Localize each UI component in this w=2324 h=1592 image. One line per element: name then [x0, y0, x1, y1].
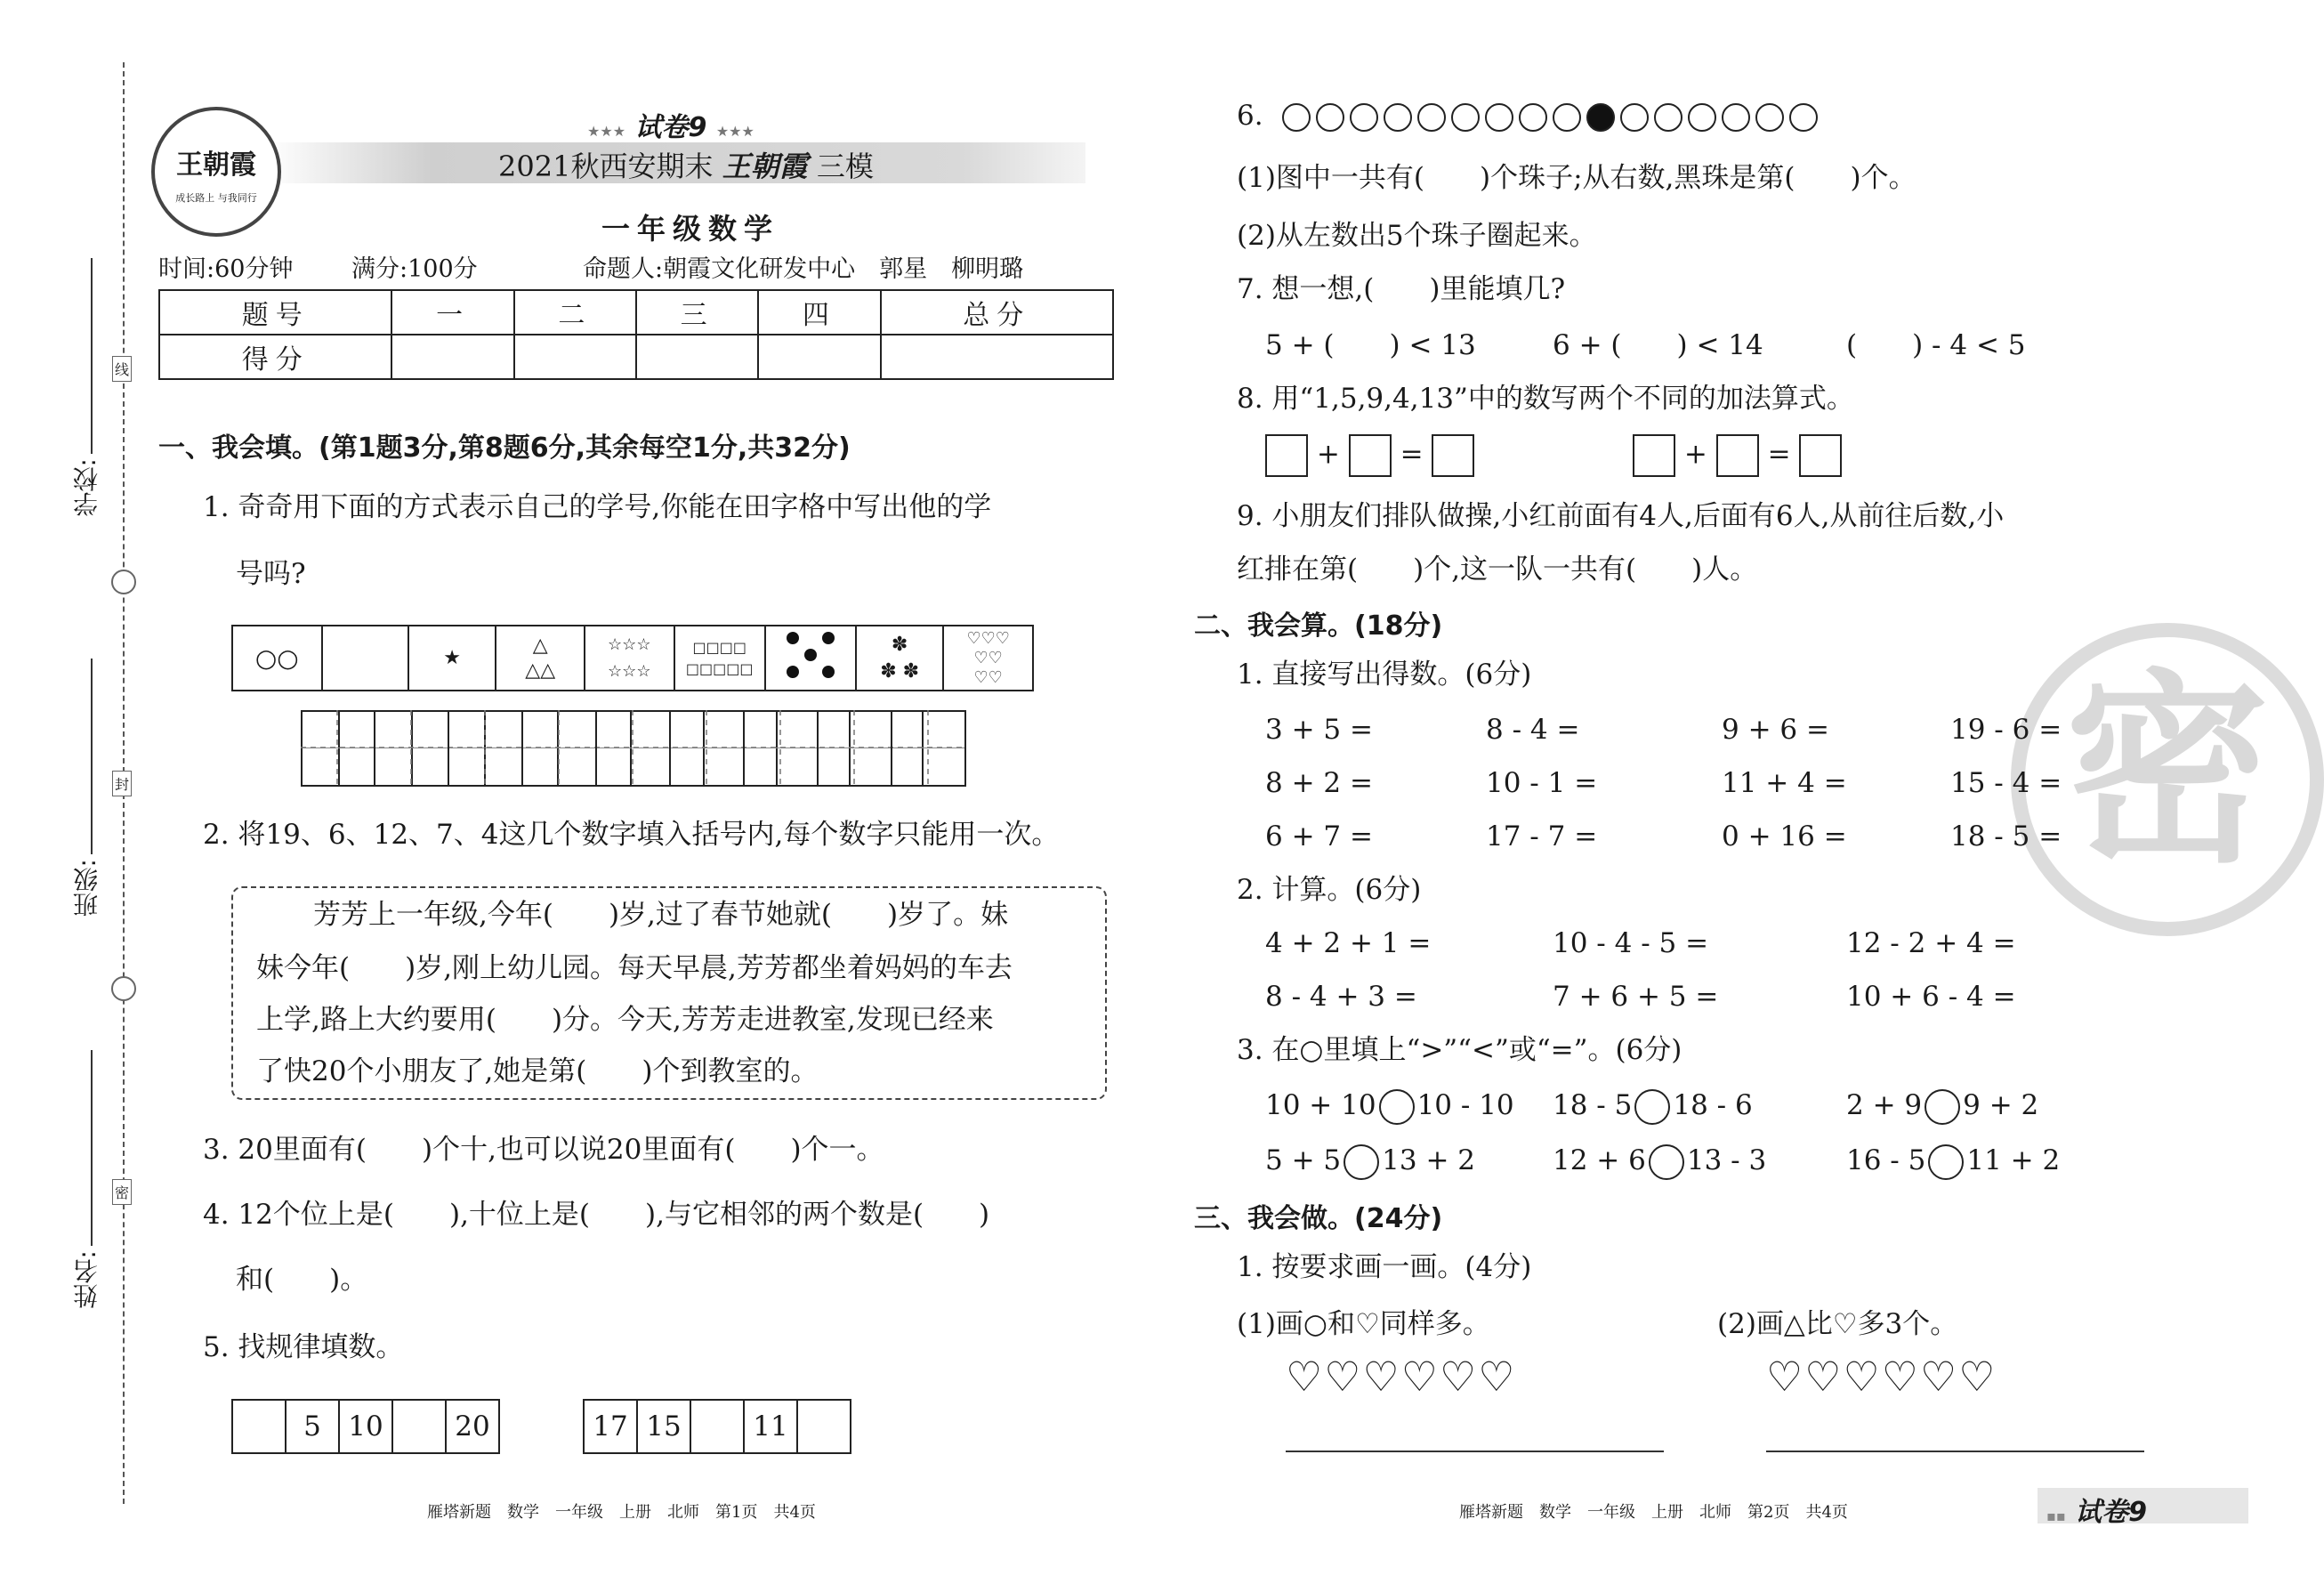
- q1-line1: 1. 奇奇用下面的方式表示自己的学号,你能在田字格中写出他的学: [203, 491, 992, 523]
- calc-1-3: 9 + 6 =: [1722, 714, 1829, 746]
- answer-box[interactable]: [1349, 434, 1392, 477]
- bead: [1789, 103, 1818, 132]
- logo-subtitle: 成长路上 与我同行: [175, 192, 257, 204]
- calc2-2-2: 7 + 6 + 5 =: [1553, 981, 1719, 1013]
- name-label: 姓名:: [72, 1250, 101, 1309]
- q7-text: 7. 想一想,( )里能填几?: [1237, 273, 1566, 305]
- heart-row-3: ♡♡: [973, 667, 1003, 687]
- story-line-2: 妹今年( )岁,刚上幼儿园。每天早晨,芳芳都坐着妈妈的车去: [256, 952, 1013, 984]
- cmp-left: 18 - 5: [1553, 1089, 1633, 1121]
- bead: [1417, 103, 1446, 132]
- s2-q3: 3. 在○里填上“>”“<”或“=”。(6分): [1237, 1034, 1682, 1066]
- sequence-1: [231, 1399, 500, 1454]
- pattern-cell-2: [322, 626, 408, 691]
- corner-tag: [2046, 1490, 2147, 1529]
- cmp-2-2: [1553, 1143, 1766, 1180]
- answer-box[interactable]: [1432, 434, 1474, 477]
- pattern-cell-7: [765, 626, 856, 691]
- school-label: 学校:: [72, 458, 101, 517]
- binding-dot-1: [111, 570, 136, 594]
- logo-badge: [151, 107, 281, 237]
- compare-circle[interactable]: [1379, 1089, 1415, 1125]
- cmp-right: 9 + 2: [1963, 1089, 2039, 1121]
- hearts-row-2: ♡♡♡♡♡♡: [1766, 1353, 1997, 1401]
- triangle-row-1: △: [532, 634, 548, 657]
- title-suffix: 三模: [816, 150, 874, 183]
- exam-number: 试卷9: [634, 112, 707, 143]
- black-bead: [1586, 103, 1615, 132]
- score-head-label: 题号: [159, 290, 391, 335]
- q8-equation-2: [1633, 434, 1842, 477]
- answer-box[interactable]: [1799, 434, 1842, 477]
- section-1-title: 一、我会填。(第1题3分,第8题6分,其余每空1分,共32分): [158, 432, 851, 464]
- heart-row-1: ♡♡♡: [966, 628, 1010, 648]
- pattern-cell-8: [856, 626, 944, 691]
- bead: [1485, 103, 1513, 132]
- calc-2-4: 15 - 4 =: [1950, 767, 2062, 799]
- stars-right: ★★★: [715, 123, 754, 140]
- meta-full: 满分:100分: [351, 255, 478, 283]
- score-table: [158, 289, 1114, 380]
- seq1-cell: 10: [339, 1400, 392, 1453]
- cmp-1-2: [1553, 1087, 1753, 1125]
- pattern-cell-5: [585, 626, 674, 691]
- calc-2-1: 8 + 2 =: [1265, 767, 1373, 799]
- cmp-1-1: [1265, 1087, 1514, 1125]
- score-cell[interactable]: [758, 335, 880, 379]
- square-row-2: □□□□□: [685, 659, 754, 677]
- equals-sign: =: [1400, 438, 1424, 471]
- score-row-header: [159, 290, 1113, 335]
- tianzi-grid-lines: [301, 710, 966, 787]
- score-cell[interactable]: [514, 335, 636, 379]
- cmp-right: 18 - 6: [1673, 1089, 1753, 1121]
- s3-q1: 1. 按要求画一画。(4分): [1237, 1251, 1532, 1283]
- score-cell[interactable]: [391, 335, 513, 379]
- bead: [1384, 103, 1412, 132]
- q8-equation-1: [1265, 434, 1474, 477]
- score-value-label: 得分: [159, 335, 391, 379]
- pattern-cell-4: [496, 626, 585, 691]
- calc-2-3: 11 + 4 =: [1722, 767, 1847, 799]
- calc-3-3: 0 + 16 =: [1722, 820, 1847, 853]
- bead: [1654, 103, 1682, 132]
- star-row-1: ☆☆☆: [608, 634, 651, 654]
- title-prefix: 2021秋西安期末: [498, 150, 714, 183]
- plus-sign: +: [1683, 438, 1707, 471]
- q6-part2: (2)从左数出5个珠子圈起来。: [1237, 220, 1597, 252]
- cmp-2-3: [1846, 1143, 2060, 1180]
- q7-c: ( ) - 4 < 5: [1846, 329, 2026, 361]
- pattern-cell-9: [943, 626, 1033, 691]
- dice-five-icon: [779, 627, 842, 683]
- mark-xian: 线: [112, 356, 132, 382]
- answer-box[interactable]: [1265, 434, 1308, 477]
- corner-squares-icon: ▪▪: [2046, 1507, 2066, 1524]
- score-head-total: 总分: [881, 290, 1113, 335]
- mark-mi: 密: [112, 1179, 132, 1205]
- story-line-3: 上学,路上大约要用( )分。今天,芳芳走进教室,发现已经来: [256, 1004, 994, 1036]
- star-row-2: ☆☆☆: [608, 661, 651, 681]
- seq1-cell[interactable]: [392, 1400, 446, 1453]
- q1-line2: 号吗?: [236, 558, 306, 590]
- q3-text: 3. 20里面有( )个十,也可以说20里面有( )个一。: [203, 1134, 884, 1166]
- q6-part1: (1)图中一共有( )个珠子;从右数,黑珠是第( )个。: [1237, 162, 1916, 194]
- score-cell[interactable]: [881, 335, 1113, 379]
- bead: [1316, 103, 1344, 132]
- q9-line2: 红排在第( )个,这一队一共有( )人。: [1237, 554, 1758, 586]
- school-field-line: [91, 258, 93, 454]
- binding-dot-2: [111, 976, 136, 1001]
- mark-feng: 封: [112, 771, 132, 796]
- meta-time: 时间:60分钟: [158, 255, 294, 283]
- calc-3-2: 17 - 7 =: [1486, 820, 1598, 853]
- draw-answer-line-1[interactable]: [1286, 1451, 1664, 1452]
- square-row-1: □□□□: [692, 638, 746, 656]
- name-field-line: [91, 1050, 93, 1246]
- seq1-cell[interactable]: [232, 1400, 286, 1453]
- pattern-cell-6: [674, 626, 765, 691]
- bead: [1688, 103, 1716, 132]
- calc-1-2: 8 - 4 =: [1486, 714, 1580, 746]
- seq2-cell: 17: [584, 1400, 637, 1453]
- s2-q1: 1. 直接写出得数。(6分): [1237, 659, 1532, 691]
- compare-circle[interactable]: [1649, 1144, 1684, 1180]
- seq2-cell[interactable]: [797, 1400, 851, 1453]
- cmp-left: 2 + 9: [1846, 1089, 1923, 1121]
- cmp-left: 16 - 5: [1846, 1144, 1926, 1176]
- story-line-1: 芳芳上一年级,今年( )岁,过了春节她就( )岁了。妹: [313, 899, 1009, 931]
- cmp-right: 13 + 2: [1382, 1144, 1475, 1176]
- draw-task-2: (2)画△比♡多3个。: [1717, 1308, 1958, 1340]
- class-field-line: [91, 659, 93, 854]
- q2-text: 2. 将19、6、12、7、4这几个数字填入括号内,每个数字只能用一次。: [203, 819, 1060, 851]
- seq2-cell: 11: [744, 1400, 797, 1453]
- calc-3-4: 18 - 5 =: [1950, 820, 2062, 853]
- cmp-1-3: [1846, 1087, 2038, 1125]
- s2-q2: 2. 计算。(6分): [1237, 874, 1422, 906]
- right-footer: 雁塔新题 数学 一年级 上册 北师 第2页 共4页: [1459, 1503, 1848, 1522]
- bead: [1755, 103, 1784, 132]
- stars-left: ★★★: [587, 123, 626, 140]
- compare-circle[interactable]: [1928, 1144, 1964, 1180]
- exam-title: [498, 144, 874, 185]
- draw-answer-line-2[interactable]: [1766, 1451, 2144, 1452]
- seq2-cell: 15: [637, 1400, 690, 1453]
- hearts-row-1: ♡♡♡♡♡♡: [1286, 1353, 1517, 1401]
- flower-row-2: ✽ ✽: [880, 659, 920, 683]
- answer-box[interactable]: [1716, 434, 1759, 477]
- score-head-1: 一: [391, 290, 513, 335]
- logo-text: 王朝霞: [176, 150, 256, 181]
- section-3-title: 三、我会做。(24分): [1194, 1203, 1443, 1234]
- calc2-1-2: 10 - 4 - 5 =: [1553, 927, 1709, 959]
- calc2-1-1: 4 + 2 + 1 =: [1265, 927, 1432, 959]
- corner-tag-label: 试卷9: [2075, 1497, 2148, 1528]
- beads: [1282, 100, 1823, 132]
- score-head-2: 二: [514, 290, 636, 335]
- bead: [1722, 103, 1750, 132]
- equals-sign: =: [1767, 438, 1791, 471]
- q4-line2: 和( )。: [236, 1264, 368, 1296]
- seq2-cell[interactable]: [690, 1400, 744, 1453]
- pattern-cell-3: ★: [408, 626, 496, 691]
- answer-box[interactable]: [1633, 434, 1675, 477]
- q6-label: 6.: [1237, 100, 1263, 132]
- q8-text: 8. 用“1,5,9,4,13”中的数写两个不同的加法算式。: [1237, 383, 1854, 415]
- cmp-right: 13 - 3: [1686, 1144, 1767, 1176]
- story-line-4: 了快20个小朋友了,她是第( )个到教室的。: [256, 1055, 819, 1087]
- seq1-cell: 20: [446, 1400, 499, 1453]
- stamp-text: 密: [2064, 651, 2270, 891]
- q7-a: 5 + ( ) < 13: [1265, 329, 1476, 361]
- bead: [1620, 103, 1649, 132]
- triangle-row-2: △△: [525, 659, 556, 682]
- calc2-1-3: 12 - 2 + 4 =: [1846, 927, 2016, 959]
- calc2-2-1: 8 - 4 + 3 =: [1265, 981, 1417, 1013]
- subject-title: 一年级数学: [601, 212, 780, 246]
- q9-line1: 9. 小朋友们排队做操,小红前面有4人,后面有6人,从前往后数,小: [1237, 500, 2005, 532]
- compare-circle[interactable]: [1634, 1089, 1670, 1125]
- calc-1-1: 3 + 5 =: [1265, 714, 1373, 746]
- meta-author: 命题人:朝霞文化研发中心 郭星 柳明璐: [583, 255, 1024, 283]
- q7-b: 6 + ( ) < 14: [1553, 329, 1763, 361]
- bead: [1350, 103, 1378, 132]
- bead: [1553, 103, 1581, 132]
- sequence-2: [583, 1399, 851, 1454]
- class-label: 班级:: [72, 859, 101, 917]
- pattern-table: [231, 625, 1034, 691]
- pattern-cell-1: ○○: [232, 626, 322, 691]
- cmp-left: 12 + 6: [1553, 1144, 1646, 1176]
- calc2-2-3: 10 + 6 - 4 =: [1846, 981, 2016, 1013]
- seq1-cell: 5: [286, 1400, 339, 1453]
- bead: [1282, 103, 1311, 132]
- q6-row: [1237, 98, 1823, 133]
- q4-line1: 4. 12个位上是( ),十位上是( ),与它相邻的两个数是( ): [203, 1199, 990, 1231]
- compare-circle[interactable]: [1344, 1144, 1379, 1180]
- score-row-values: [159, 335, 1113, 379]
- bead: [1519, 103, 1547, 132]
- score-head-3: 三: [636, 290, 758, 335]
- heart-row-2: ♡♡: [973, 648, 1003, 667]
- cmp-right: 11 + 2: [1966, 1144, 2061, 1176]
- calc-2-2: 10 - 1 =: [1486, 767, 1598, 799]
- calc-1-4: 19 - 6 =: [1950, 714, 2062, 746]
- score-head-4: 四: [758, 290, 880, 335]
- plus-sign: +: [1316, 438, 1340, 471]
- draw-task-1: (1)画○和♡同样多。: [1237, 1308, 1490, 1340]
- q5-text: 5. 找规律填数。: [203, 1331, 404, 1363]
- cmp-left: 5 + 5: [1265, 1144, 1342, 1176]
- cmp-left: 10 + 10: [1265, 1089, 1376, 1121]
- left-footer: 雁塔新题 数学 一年级 上册 北师 第1页 共4页: [427, 1503, 816, 1522]
- section-2-title: 二、我会算。(18分): [1194, 610, 1443, 642]
- title-brand: 王朝霞: [722, 150, 808, 183]
- flower-row-1: ✽: [891, 633, 908, 656]
- score-cell[interactable]: [636, 335, 758, 379]
- cmp-right: 10 - 10: [1416, 1089, 1514, 1121]
- bead: [1451, 103, 1480, 132]
- calc-3-1: 6 + 7 =: [1265, 820, 1373, 853]
- cmp-2-1: [1265, 1143, 1475, 1180]
- exam-number-line: [587, 105, 754, 144]
- compare-circle[interactable]: [1925, 1089, 1960, 1125]
